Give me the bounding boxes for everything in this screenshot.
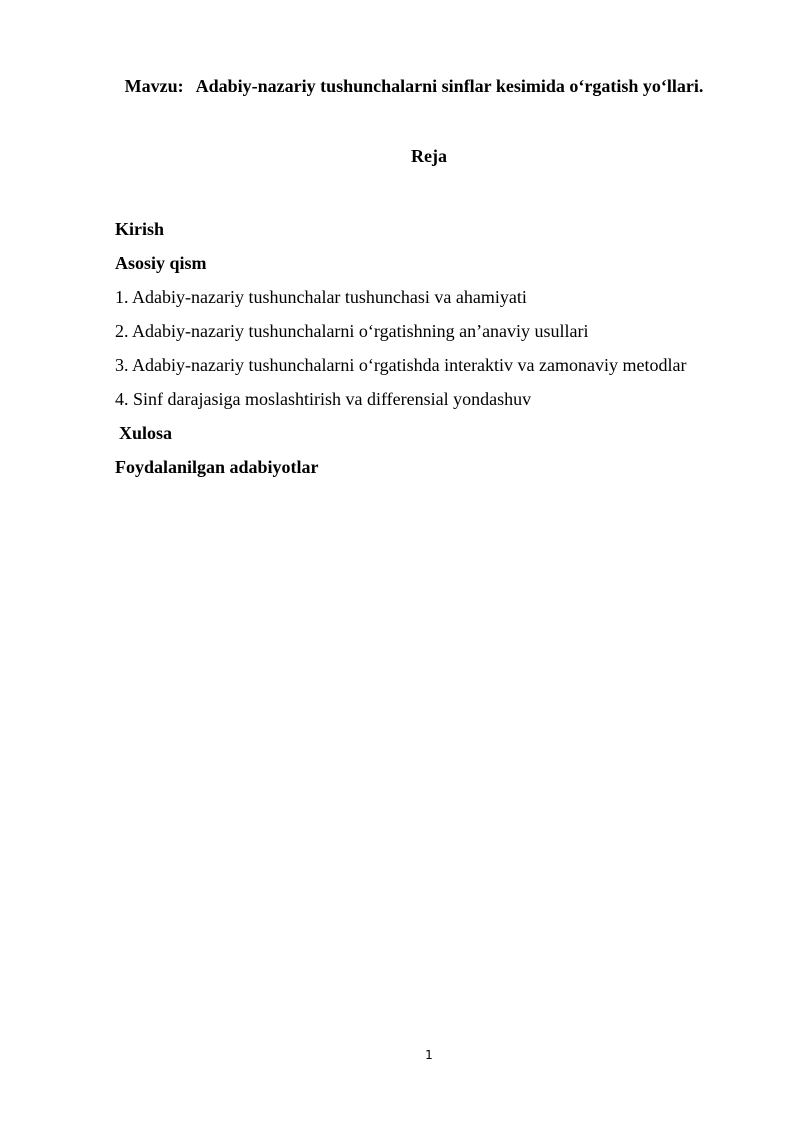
page-number: 1: [425, 1048, 433, 1062]
outline-item-1: 1. Adabiy-nazariy tushunchalar tushunchasi va ahamiyati: [115, 287, 527, 307]
outline-intro: Kirish: [115, 219, 165, 239]
outline-conclusion: Xulosa: [119, 423, 173, 443]
plan-heading: Reja: [411, 146, 447, 166]
document-title: [0, 76, 800, 97]
outline-main-part: Asosiy qism: [115, 253, 207, 273]
title-text: Adabiy-nazariy tushunchalarni sinflar kesimida o‘rgatish yo‘llari.: [195, 76, 704, 96]
outline-item-2: 2. Adabiy-nazariy tushunchalarni o‘rgatishning an’anaviy usullari: [115, 321, 589, 341]
outline-references: Foydalanilgan adabiyotlar: [115, 457, 319, 477]
title-label: Mavzu:: [124, 76, 184, 96]
plan-outline: [115, 212, 755, 484]
outline-item-4: 4. Sinf darajasiga moslashtirish va differensial yondashuv: [115, 389, 532, 409]
outline-item-3: 3. Adabiy-nazariy tushunchalarni o‘rgatishda interaktiv va zamonaviy metodlar: [115, 355, 687, 375]
